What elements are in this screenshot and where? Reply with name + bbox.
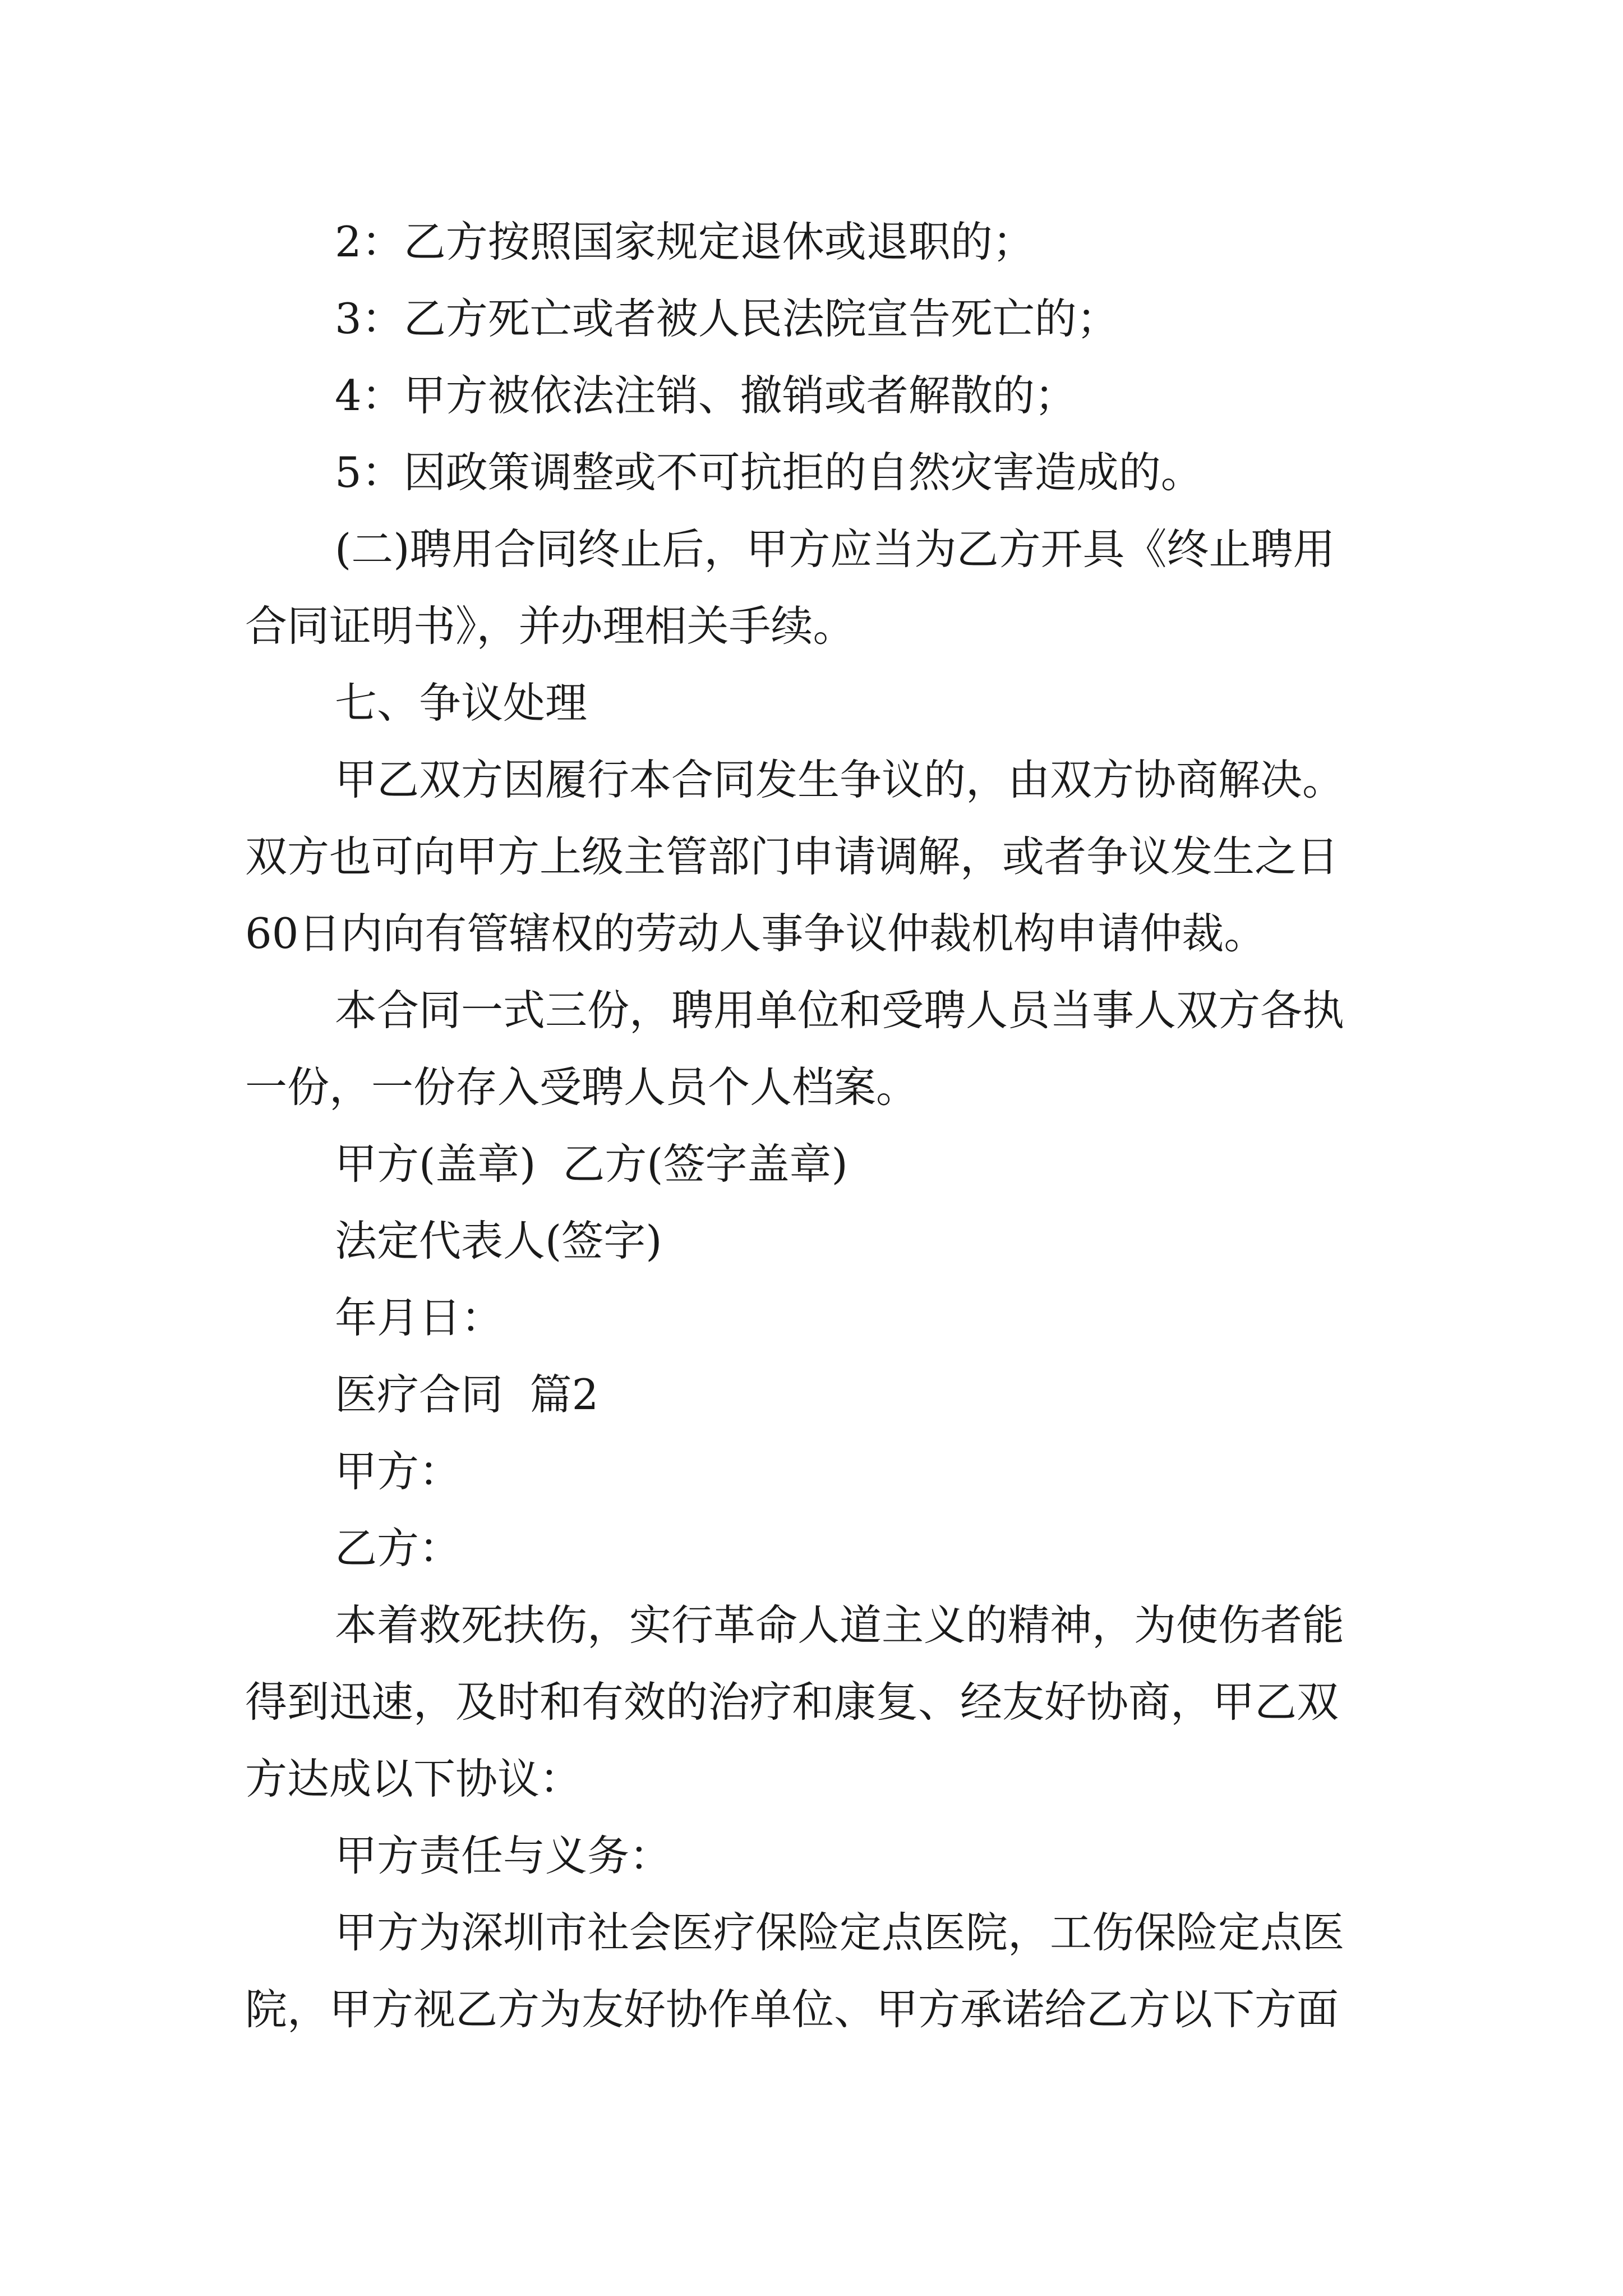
signature-line: 甲方(盖章) 乙方(签字盖章) [335, 1139, 848, 1189]
paragraph-line: 院，甲方视乙方为友好协作单位、甲方承诺给乙方以下方面 [245, 1985, 1339, 2034]
paragraph-line: 甲方为深圳市社会医疗保险定点医院，工伤保险定点医 [335, 1908, 1345, 1957]
paragraph-line: 一份，一份存入受聘人员个人档案。 [245, 1062, 919, 1112]
paragraph-line: 本合同一式三份，聘用单位和受聘人员当事人双方各执 [335, 986, 1345, 1035]
paragraph-line: (二)聘用合同终止后，甲方应当为乙方开具《终止聘用 [335, 524, 1335, 574]
signature-line: 法定代表人(签字) [335, 1216, 662, 1266]
paragraph-line: 方达成以下协议： [245, 1754, 582, 1803]
section-heading: 七、争议处理 [335, 678, 588, 728]
section-heading: 甲方责任与义务： [335, 1831, 672, 1880]
paragraph-line: 2：乙方按照国家规定退休或退职的； [335, 217, 1035, 266]
paragraph-line: 3：乙方死亡或者被人民法院宣告死亡的； [335, 294, 1119, 343]
paragraph-line: 5：因政策调整或不可抗拒的自然灾害造成的。 [335, 448, 1203, 497]
paragraph-line: 本着救死扶伤，实行革命人道主义的精神，为使伤者能 [335, 1600, 1345, 1650]
section-title: 医疗合同 篇2 [335, 1370, 599, 1419]
paragraph-line: 甲乙双方因履行本合同发生争议的，由双方协商解决。 [335, 755, 1345, 804]
paragraph-line: 60日内向有管辖权的劳动人事争议仲裁机构申请仲裁。 [245, 909, 1266, 958]
date-line: 年月日： [335, 1293, 504, 1342]
paragraph-line: 4：甲方被依法注销、撤销或者解散的； [335, 371, 1077, 420]
paragraph-line: 合同证明书》，并办理相关手续。 [245, 601, 855, 651]
paragraph-line: 得到迅速，及时和有效的治疗和康复、经友好协商，甲乙双 [245, 1677, 1339, 1727]
party-a-line: 甲方： [335, 1447, 462, 1496]
party-b-line: 乙方： [335, 1524, 462, 1573]
paragraph-line: 双方也可向甲方上级主管部门申请调解，或者争议发生之日 [245, 832, 1339, 881]
